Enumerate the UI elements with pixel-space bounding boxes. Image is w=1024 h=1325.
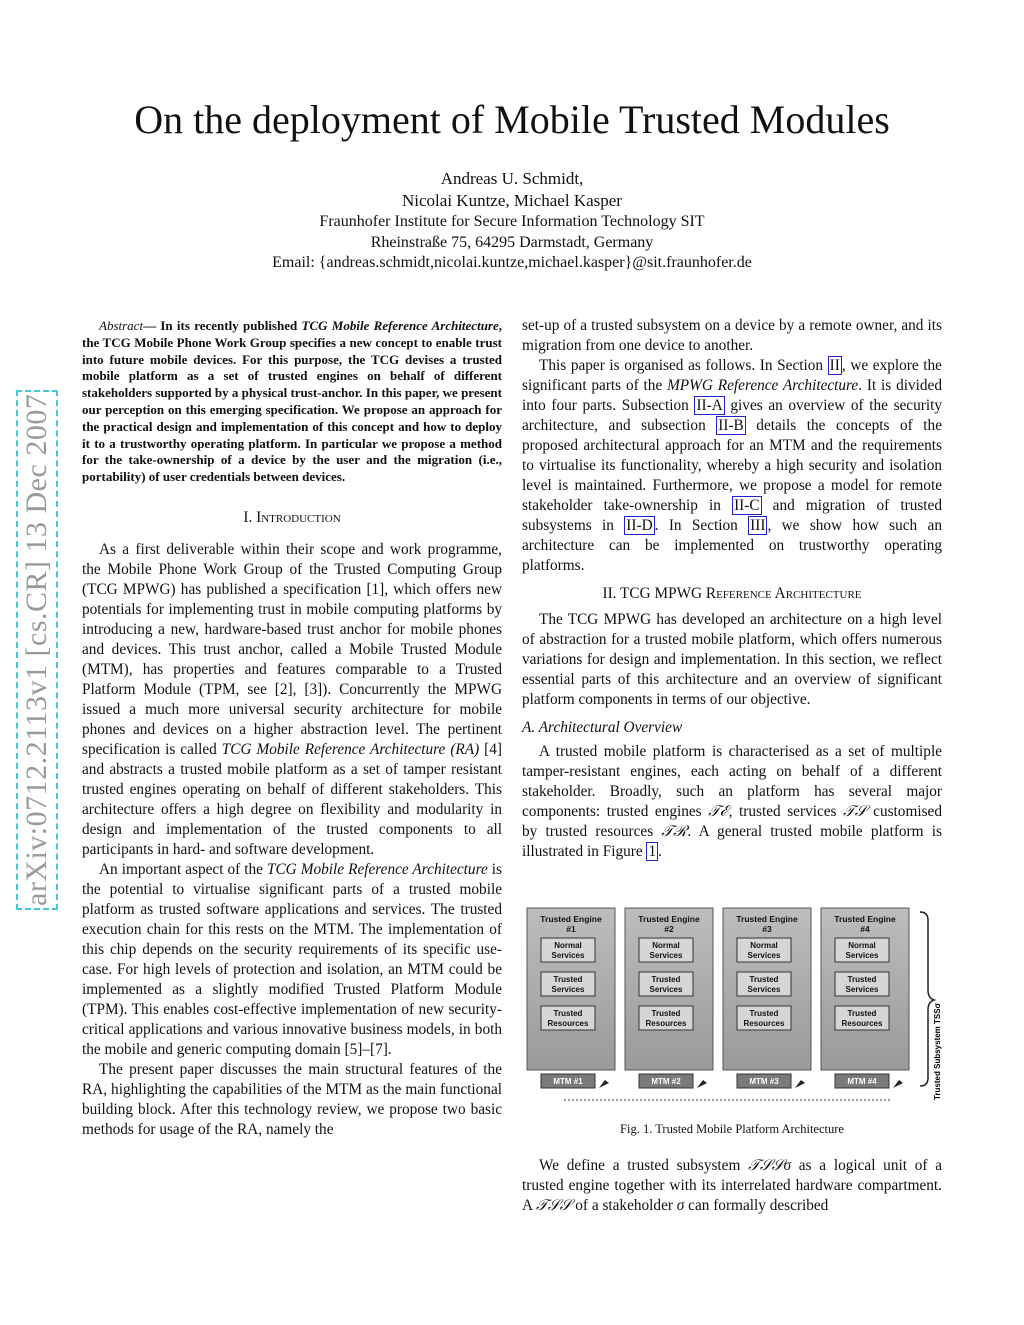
component-label: Normal [554, 941, 582, 950]
outline-text-a: This paper is organised as follows. In Section [539, 357, 828, 374]
section-ref-link[interactable]: II [829, 357, 840, 374]
section-ref-link[interactable]: II-D [626, 517, 653, 534]
component-label: Trusted [553, 1009, 583, 1018]
section-ref-link[interactable]: II-C [734, 497, 760, 514]
component-label: Services [551, 951, 585, 960]
engine-number: #4 [860, 924, 870, 934]
intro-p2-emphasis: TCG Mobile Reference Architecture [266, 860, 488, 878]
symbol-ts: 𝒯𝒮 [843, 803, 867, 820]
engine-title: Trusted Engine [540, 914, 602, 924]
component-label: Resources [547, 1019, 589, 1028]
component-label: Trusted [651, 975, 681, 984]
component-label: Normal [750, 941, 778, 950]
symbol-te: 𝒯ℰ [708, 803, 729, 820]
affiliation: Fraunhofer Institute for Secure Information Technology SIT [319, 213, 705, 230]
intro-paragraph-2 [82, 860, 502, 1060]
component-label: Trusted [749, 1009, 779, 1018]
s2p2-text-b: , trusted services [728, 803, 844, 820]
component-label: Resources [645, 1019, 687, 1028]
component-label: Services [845, 985, 879, 994]
component-label: Resources [841, 1019, 883, 1028]
author-block [0, 168, 1024, 274]
s2p3-text-b: as a logical unit of a trusted engine together with its interrelated hardware compartment. A [522, 1157, 942, 1214]
section-2-paragraph-2 [522, 742, 942, 862]
abstract-emphasis: TCG Mobile Reference Architecture [301, 318, 499, 333]
mtm-label: MTM #4 [847, 1077, 877, 1086]
outline-paragraph [522, 356, 942, 576]
figure-ref-link[interactable]: 1 [648, 843, 657, 860]
trusted-engine-1 [527, 908, 615, 1088]
engine-number: #2 [664, 924, 674, 934]
component-label: Services [747, 951, 781, 960]
right-column [522, 316, 942, 862]
component-label: Trusted [651, 1009, 681, 1018]
s2p3-text-c: of a stakeholder [571, 1197, 677, 1214]
mtm-label: MTM #1 [553, 1077, 583, 1086]
abstract [82, 318, 502, 486]
authors-line-1: Andreas U. Schmidt, [440, 169, 584, 188]
abstract-text-1: In its recently published [156, 318, 302, 333]
subsection-a-heading: A. Architectural Overview [522, 719, 683, 736]
outline-text-b: , we explore the significant parts of the [522, 357, 942, 394]
right-paragraph-0: set-up of a trusted subsystem on a device by a remote owner, and its migration from one device to another. [522, 317, 942, 354]
outline-text-c: . It is divided into four parts. Subsection [522, 377, 942, 414]
key-icon [697, 1080, 707, 1088]
trusted-engine-3 [723, 908, 811, 1088]
outline-text-g: . In Section [654, 517, 749, 534]
intro-p1-text-b: [4] and abstracts a trusted mobile platform as a set of tamper resistant trusted engines operating on behalf of different stakeholders. This architecture offers a high degree on flexibility and modularity in design and implementation of the trusted components to all participants in hard- and software development. [82, 740, 503, 858]
figure-caption: Fig. 1. Trusted Mobile Platform Architecture [620, 1122, 844, 1136]
section-2-heading: II. TCG MPWG Reference Architecture [602, 585, 862, 602]
authors-line-2: Nicolai Kuntze, Michael Kasper [402, 191, 622, 210]
paper-title: On the deployment of Mobile Trusted Modules [134, 97, 890, 142]
abstract-text-2: , the TCG Mobile Phone Work Group specifies a new concept to enable trust into future mobile devices. For this purpose, the TCG devises a trusted mobile platform as a set of trusted engines on behalf of different stakeholders supported by a physical trust-anchor. In this paper, we present our perception on this emerging specification. We propose an approach for the practical design and implementation of this concept and how to deploy it to a trustworthy operating platform. In particular we propose a method for the take-ownership of a device by the user and the migration (i.e., portability) of user credentials between devices. [82, 318, 503, 485]
left-column [82, 318, 502, 1140]
s2p3-text-a: We define a trusted subsystem [539, 1157, 749, 1174]
engine-number: #3 [762, 924, 772, 934]
subsystem-brace [920, 912, 934, 1086]
s2p2-text-d: . A general trusted mobile platform is illustrated in Figure [522, 823, 942, 860]
key-icon [599, 1080, 609, 1088]
subsystem-label: Trusted Subsystem TSSσ [933, 1002, 942, 1100]
section-ref-link[interactable]: II-A [696, 397, 723, 414]
component-label: Trusted [847, 975, 877, 984]
intro-heading: I. Introduction [243, 508, 341, 526]
email: Email: {andreas.schmidt,nicolai.kuntze,michael.kasper}@sit.fraunhofer.de [272, 254, 752, 271]
component-label: Resources [743, 1019, 785, 1028]
arxiv-identifier[interactable]: arXiv:0712.2113v1 [cs.CR] 13 Dec 2007 [20, 393, 53, 906]
s2p2-text-a: A trusted mobile platform is characterised as a set of multiple tamper-resistant engines, each acting on behalf of a different stakeholder. Broadly, such an platform has several major components: trusted engines [522, 743, 942, 820]
component-label: Services [551, 985, 585, 994]
s2p3-text-d: can formally described [684, 1197, 829, 1214]
abstract-label: Abstract [99, 318, 144, 333]
trusted-engine-2 [625, 908, 713, 1088]
intro-p2-text-b: is the potential to virtualise significant parts of a trusted mobile platform as trusted software applications and services. The trusted execution chain for this rests on the MTM. The implementation of this chip depends on the security requirements of its specific use-case. For high levels of protection and isolation, an MTM could be implemented as a slightly modified Trusted Platform Module (TPM). This enables cost-effective implementation of new security-critical applications and various innovative business models, in both the mobile and generic computing domain [5]–[7]. [82, 860, 502, 1058]
intro-paragraph-1 [82, 540, 502, 860]
outline-emphasis: MPWG Reference Architecture [667, 377, 859, 394]
outline-text-h: , we show how such an architecture can be implemented on trustworthy operating platforms. [522, 517, 942, 574]
symbol-tss-sigma: 𝒯𝒮𝒮σ [748, 1157, 792, 1174]
key-icon [893, 1080, 903, 1088]
section-2-paragraph-1: The TCG MPWG has developed an architecture on a high level of abstraction for a trusted mobile platform, which offers numerous variations for design and implementation. In this section, we reflect essential parts of this architecture and an overview of significant platform components in terms of our objective. [522, 611, 942, 708]
s2p2-text-e: . [658, 843, 662, 860]
engine-number: #1 [566, 924, 576, 934]
section-ref-link[interactable]: II-B [718, 417, 744, 434]
symbol-tr: 𝒯ℛ [661, 823, 688, 840]
abstract-dash: — [143, 318, 157, 333]
component-label: Services [649, 985, 683, 994]
s2p2-text-c: customised by trusted resources [522, 803, 942, 840]
address: Rheinstraße 75, 64295 Darmstadt, Germany [370, 233, 654, 251]
outline-text-f: and migration of trusted subsystems in [522, 497, 942, 534]
key-icon [795, 1080, 805, 1088]
mtm-label: MTM #2 [651, 1077, 681, 1086]
symbol-sigma: σ [676, 1197, 685, 1214]
trusted-platform-figure [522, 900, 942, 1110]
engine-title: Trusted Engine [638, 914, 700, 924]
intro-p1-text-a: As a first deliverable within their scope and work programme, the Mobile Phone Work Group of the Trusted Computing Group (TCG MPWG) has published a specification [1], which offers new potentials for implementing trust in mobile computing platforms by introducing a new, hardware-based trust anchor for mobile phones and devices. This trust anchor, called a Mobile Trusted Module (MTM), has properties and features comparable to a Trusted Platform Module (TPM, see [2], [3]). Concurrently the MPWG issued a much more universal security architecture for mobile phones and devices on a higher abstraction level. The pertinent specification is called [82, 540, 502, 758]
intro-p2-text-a: An important aspect of the [99, 860, 267, 878]
component-label: Trusted [553, 975, 583, 984]
component-label: Normal [652, 941, 680, 950]
trusted-engine-4 [821, 908, 909, 1088]
component-label: Services [747, 985, 781, 994]
mtm-label: MTM #3 [749, 1077, 779, 1086]
component-label: Services [649, 951, 683, 960]
component-label: Trusted [847, 1009, 877, 1018]
section-ref-link[interactable]: III [750, 517, 766, 534]
engine-title: Trusted Engine [834, 914, 896, 924]
component-label: Trusted [749, 975, 779, 984]
component-label: Services [845, 951, 879, 960]
right-column-bottom [522, 1156, 942, 1216]
symbol-tss: 𝒯𝒮𝒮 [536, 1197, 572, 1214]
outline-text-d: gives an overview of the security architecture, and subsection [522, 397, 942, 434]
component-label: Normal [848, 941, 876, 950]
section-2-paragraph-3 [522, 1156, 942, 1216]
intro-paragraph-3: The present paper discusses the main structural features of the RA, highlighting the capabilities of the MTM as the main functional building block. After this technology review, we propose two basic methods for usage of the RA, namely the [82, 1060, 502, 1138]
engine-title: Trusted Engine [736, 914, 798, 924]
intro-p1-emphasis: TCG Mobile Reference Architecture (RA) [221, 740, 480, 758]
outline-text-e: details the concepts of the proposed architectural approach for an MTM and the requirements to virtualise its functionality, whereby a high security and isolation level is maintained. Furthermore, we propose a model for remote stakeholder take-ownership in [522, 417, 942, 514]
